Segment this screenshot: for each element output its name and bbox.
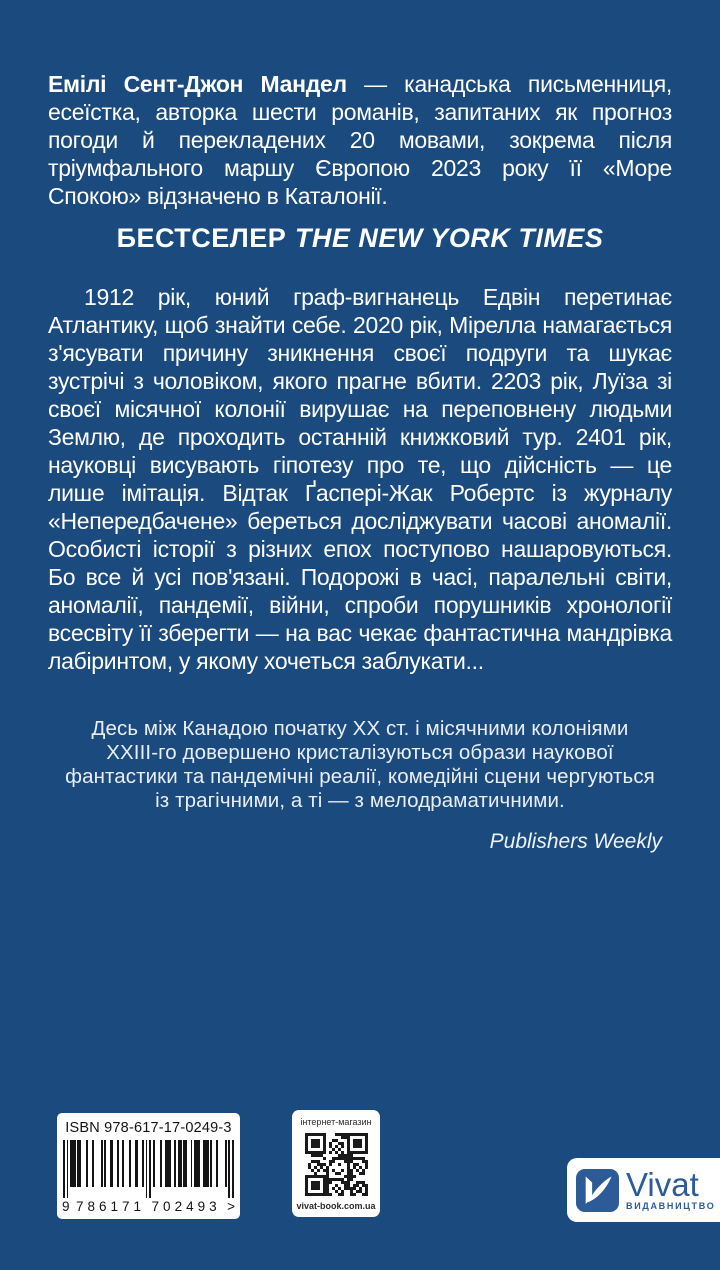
- isbn-label: ISBN 978-617-17-0249-3: [65, 1120, 232, 1136]
- publisher-subtitle: ВИДАВНИЦТВО: [626, 1200, 716, 1211]
- barcode-digits-group2: 702493: [151, 1199, 221, 1214]
- author-bio-text: — канадська письменниця, есеїстка, авторка шести романів, запитаних як прогноз погоди й перекладених 20 мовами, зокрема після тріумфального маршу Європою 2023 року її «Море Спокою» відзначено в Каталонії.: [48, 71, 672, 209]
- isbn-barcode-box: [57, 1113, 240, 1219]
- synopsis-paragraph: 1912 рік, юний граф-вигнанець Едвін перетинає Атлантику, щоб знайти себе. 2020 рік, Мірелла намагається з'ясувати причину зникнення своєї подруги та шукає зустрічі з чоловіком, якого прагне вбити. 2203 рік, Луїза зі своєї місячної колонії вирушає на переповнену людьми Землю, де проходить останній книжковий тур. 2401 рік, науковці висувають гіпотезу про те, що дійсність — це лише імітація. Відтак Ґаспері-Жак Робертс із журналу «Непередбачене» береться досліджувати часові аномалії. Особисті історії з різних епох поступово нашаровуються. Бо все й усі пов'язані. Подорожі в часі, паралельні світи, аномалії, пандемії, війни, спроби порушників хронології всесвіту її зберегти — на вас чекає фантастична мандрівка лабіринтом, у якому хочеться заблукати...: [48, 284, 672, 674]
- book-back-cover: [0, 70, 720, 1270]
- bestseller-headline: [48, 223, 672, 254]
- review-quote-line: фантастики та пандемічні реалії, комедійні сцени чергуються: [65, 765, 655, 788]
- publisher-logo: [567, 1158, 720, 1222]
- barcode-digits: [62, 1199, 235, 1214]
- headline-prefix: БЕСТСЕЛЕР: [116, 223, 287, 253]
- review-quote: [55, 717, 665, 813]
- barcode-digits-group1: 786171: [76, 1199, 146, 1214]
- qr-box: [292, 1110, 380, 1217]
- headline-nyt: THE NEW YORK TIMES: [294, 223, 604, 253]
- barcode-trail-arrow: >: [227, 1199, 235, 1214]
- review-quote-line: XXIII-го довершено кристалізуються образи наукової: [106, 741, 614, 764]
- cover-text-area: [0, 70, 720, 854]
- qr-top-label: інтернет-магазин: [300, 1117, 372, 1127]
- publisher-name: Vivat: [626, 1165, 699, 1203]
- author-name: Емілі Сент-Джон Мандел: [48, 71, 347, 97]
- review-quote-line: із трагічними, а ті — з мелодраматичними.: [155, 789, 565, 812]
- qr-code: [305, 1133, 368, 1196]
- author-bio: [48, 70, 672, 210]
- review-quote-line: Десь між Канадою початку XX ст. і місячними колоніями: [91, 717, 629, 740]
- publisher-wordmark: [626, 1165, 716, 1211]
- barcode-digit-lead: 9: [62, 1199, 70, 1214]
- quill-icon: [576, 1169, 619, 1212]
- qr-bottom-label: vivat-book.com.ua: [296, 1201, 376, 1211]
- barcode-bars: [63, 1140, 234, 1198]
- review-source: Publishers Weekly: [489, 830, 662, 853]
